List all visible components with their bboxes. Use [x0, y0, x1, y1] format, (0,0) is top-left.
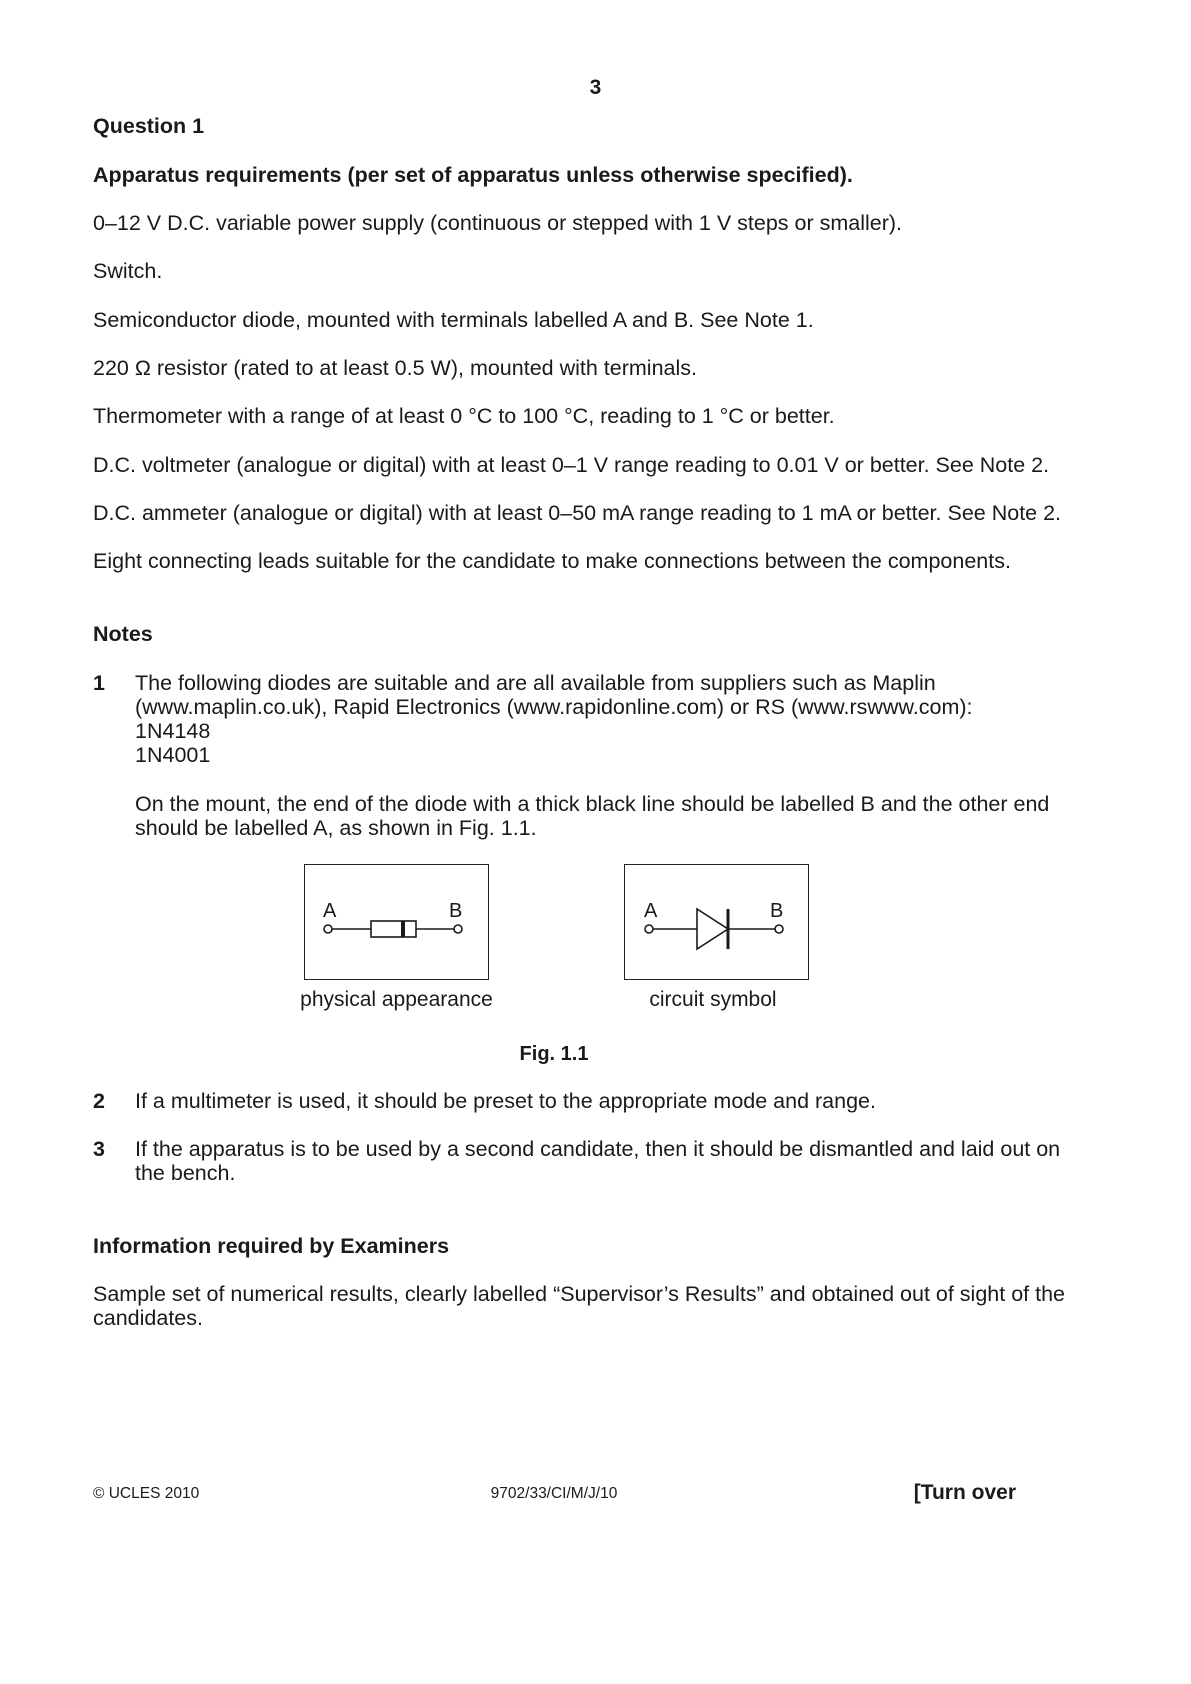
turn-over: [Turn over — [913, 1481, 1016, 1504]
note-number: 3 — [93, 1137, 105, 1161]
note-1-line: (www.maplin.co.uk), Rapid Electronics (www.rapidonline.com) or RS (www.rswww.com): — [135, 695, 973, 719]
apparatus-heading: Apparatus requirements (per set of apparatus unless otherwise specified). — [93, 163, 853, 187]
apparatus-item: 220 Ω resistor (rated to at least 0.5 W), mounted with terminals. — [93, 356, 697, 380]
terminal-b-label: B — [770, 900, 784, 922]
apparatus-item: 0–12 V D.C. variable power supply (continuous or stepped with 1 V steps or smaller). — [93, 211, 903, 235]
note-1-line: The following diodes are suitable and are all available from suppliers such as Maplin — [135, 671, 936, 695]
note-1-mount-line: should be labelled A, as shown in Fig. 1.1. — [135, 816, 537, 840]
physical-appearance-caption: physical appearance — [300, 988, 493, 1011]
figure-title: Fig. 1.1 — [519, 1043, 589, 1065]
diode-model: 1N4148 — [135, 719, 211, 743]
examiners-heading: Information required by Examiners — [93, 1234, 450, 1258]
diode-model: 1N4001 — [135, 743, 211, 767]
paper-code: 9702/33/CI/M/J/10 — [490, 1485, 618, 1502]
apparatus-item: Eight connecting leads suitable for the candidate to make connections between the components. — [93, 549, 1011, 573]
terminal-a-label: A — [644, 900, 658, 922]
physical-appearance-figure — [304, 864, 489, 980]
note-1-mount-line: On the mount, the end of the diode with a thick black line should be labelled B and the other end — [135, 792, 1050, 816]
apparatus-item: Thermometer with a range of at least 0 °C to 100 °C, reading to 1 °C or better. — [93, 404, 835, 428]
diode-physical-icon — [304, 864, 489, 980]
notes-heading: Notes — [93, 622, 153, 646]
apparatus-item: Semiconductor diode, mounted with terminals labelled A and B. See Note 1. — [93, 308, 814, 332]
apparatus-item: Switch. — [93, 259, 163, 283]
terminal-a-label: A — [323, 900, 337, 922]
note-number: 1 — [93, 671, 105, 695]
terminal-b-label: B — [449, 900, 463, 922]
circuit-symbol-figure — [624, 864, 809, 980]
note-2-text: If a multimeter is used, it should be preset to the appropriate mode and range. — [135, 1089, 876, 1113]
note-3-line: the bench. — [135, 1161, 236, 1185]
apparatus-item: D.C. ammeter (analogue or digital) with at least 0–50 mA range reading to 1 mA or better. See Note 2. — [93, 501, 1062, 525]
apparatus-item: D.C. voltmeter (analogue or digital) with at least 0–1 V range reading to 0.01 V or better. See Note 2. — [93, 453, 1050, 477]
note-3-line: If the apparatus is to be used by a second candidate, then it should be dismantled and laid out on — [135, 1137, 1061, 1161]
note-number: 2 — [93, 1089, 105, 1113]
examiners-text-line: Sample set of numerical results, clearly labelled “Supervisor’s Results” and obtained out of sight of the — [93, 1282, 1065, 1306]
question-title: Question 1 — [93, 114, 205, 138]
diode-symbol-icon — [624, 864, 809, 980]
copyright: © UCLES 2010 — [93, 1485, 200, 1502]
circuit-symbol-caption: circuit symbol — [649, 988, 777, 1011]
page-number: 3 — [589, 76, 602, 99]
examiners-text-line: candidates. — [93, 1306, 203, 1330]
